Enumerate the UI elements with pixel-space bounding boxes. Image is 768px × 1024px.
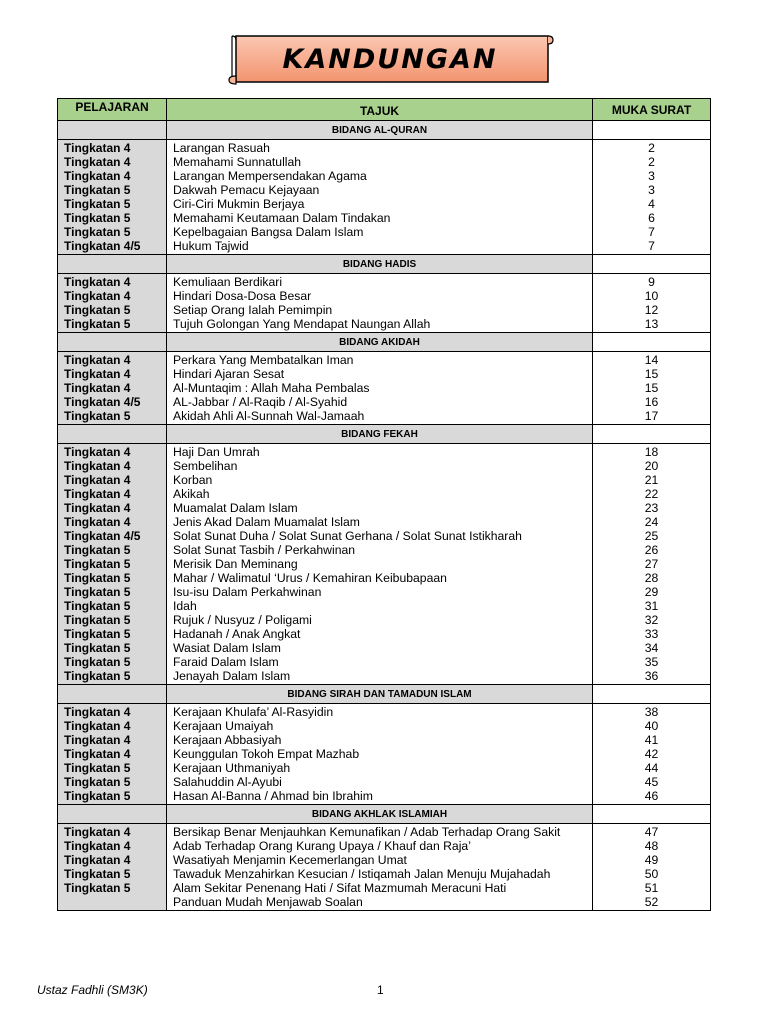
- rows-group: [167, 140, 592, 254]
- row-title: Jenis Akad Dalam Muamalat Islam: [173, 515, 360, 529]
- row-level: Tingkatan 4: [64, 141, 131, 155]
- row-title: Faraid Dalam Islam: [173, 655, 279, 669]
- section-block: [58, 425, 710, 685]
- row-page: 32: [644, 613, 659, 627]
- contents-table: [57, 98, 711, 911]
- level-column: [58, 805, 166, 910]
- row-title: Kemuliaan Berdikari: [173, 275, 283, 289]
- row-page: 9: [648, 275, 655, 289]
- row-title: Tujuh Golongan Yang Mendapat Naungan Allah: [173, 317, 431, 331]
- row-level: Tingkatan 4: [64, 733, 131, 747]
- title-column: [166, 333, 592, 424]
- rows-group: [593, 352, 710, 424]
- row-page: 10: [644, 289, 659, 303]
- row-level: Tingkatan 4: [64, 825, 131, 839]
- row-page: 36: [644, 669, 659, 683]
- row-page: 33: [644, 627, 659, 641]
- section-heading: BIDANG AKHLAK ISLAMIAH: [167, 805, 592, 824]
- row-page: 13: [644, 317, 659, 331]
- row-page: 28: [644, 571, 659, 585]
- row-level: Tingkatan 5: [64, 303, 131, 317]
- footer-page-number: 1: [377, 983, 384, 997]
- page-column: [592, 805, 710, 910]
- title-column: [166, 121, 592, 254]
- row-level: Tingkatan 5: [64, 557, 131, 571]
- header-muka-surat: MUKA SURAT: [592, 99, 710, 120]
- section-heading: BIDANG SIRAH DAN TAMADUN ISLAM: [167, 685, 592, 704]
- rows-group: [167, 274, 592, 332]
- title-column: [166, 685, 592, 804]
- page-column: [592, 333, 710, 424]
- row-page: 40: [644, 719, 659, 733]
- footer-author: Ustaz Fadhli (SM3K): [37, 983, 148, 997]
- row-title: Kerajaan Uthmaniyah: [173, 761, 291, 775]
- row-level: Tingkatan 5: [64, 789, 131, 803]
- row-level: Tingkatan 4: [64, 719, 131, 733]
- row-level: Tingkatan 4: [64, 155, 131, 169]
- row-title: Ciri-Ciri Mukmin Berjaya: [173, 197, 305, 211]
- level-column: [58, 121, 166, 254]
- row-page: 46: [644, 789, 659, 803]
- row-title: Mahar / Walimatul ‘Urus / Kemahiran Keibubapaan: [173, 571, 447, 585]
- row-level: Tingkatan 4: [64, 501, 131, 515]
- section-head-spacer: [593, 255, 710, 274]
- row-title: Hadanah / Anak Angkat: [173, 627, 301, 641]
- section-head-spacer: [58, 121, 166, 140]
- section-block: [58, 255, 710, 333]
- header-tajuk: TAJUK: [166, 99, 592, 120]
- section-head-spacer: [58, 425, 166, 444]
- row-page: 52: [644, 895, 659, 909]
- section-head-spacer: [58, 333, 166, 352]
- row-page: 45: [644, 775, 659, 789]
- row-page: 17: [644, 409, 659, 423]
- level-column: [58, 685, 166, 804]
- title-banner: [226, 32, 554, 86]
- row-title: Perkara Yang Membatalkan Iman: [173, 353, 354, 367]
- row-page: 31: [644, 599, 659, 613]
- row-page: 14: [644, 353, 659, 367]
- row-page: 44: [644, 761, 659, 775]
- row-level: Tingkatan 5: [64, 571, 131, 585]
- row-level: Tingkatan 5: [64, 761, 131, 775]
- row-level: Tingkatan 4: [64, 515, 131, 529]
- row-level: Tingkatan 4: [64, 853, 131, 867]
- section-block: [58, 333, 710, 425]
- rows-group: [58, 444, 166, 684]
- rows-group: [58, 704, 166, 804]
- row-level: Tingkatan 5: [64, 669, 131, 683]
- section-heading: BIDANG HADIS: [167, 255, 592, 274]
- page-column: [592, 121, 710, 254]
- row-level: Tingkatan 5: [64, 641, 131, 655]
- row-page: 47: [644, 825, 659, 839]
- section-head-spacer: [58, 805, 166, 824]
- row-title: Hasan Al-Banna / Ahmad bin Ibrahim: [173, 789, 373, 803]
- header-pelajaran: PELAJARAN: [58, 99, 166, 120]
- row-page: 12: [644, 303, 659, 317]
- row-level: Tingkatan 4: [64, 275, 131, 289]
- row-title: Akidah Ahli Al-Sunnah Wal-Jamaah: [173, 409, 365, 423]
- rows-group: [167, 352, 592, 424]
- row-title: Wasiat Dalam Islam: [173, 641, 281, 655]
- row-page: 22: [644, 487, 659, 501]
- row-page: 41: [644, 733, 659, 747]
- section-head-spacer: [593, 805, 710, 824]
- row-title: Alam Sekitar Penenang Hati / Sifat Mazmumah Meracuni Hati: [173, 881, 507, 895]
- row-level: Tingkatan 5: [64, 543, 131, 557]
- row-page: 48: [644, 839, 659, 853]
- section-head-spacer: [593, 333, 710, 352]
- section-head-spacer: [593, 685, 710, 704]
- row-level: Tingkatan 5: [64, 585, 131, 599]
- row-level: Tingkatan 4: [64, 445, 131, 459]
- row-title: Jenayah Dalam Islam: [173, 669, 291, 683]
- level-column: [58, 425, 166, 684]
- row-title: Idah: [173, 599, 197, 613]
- row-title: Bersikap Benar Menjauhkan Kemunafikan / Adab Terhadap Orang Sakit: [173, 825, 561, 839]
- title-column: [166, 255, 592, 332]
- row-title: Salahuddin Al-Ayubi: [173, 775, 282, 789]
- row-page: 15: [644, 381, 659, 395]
- row-page: 23: [644, 501, 659, 515]
- row-page: 49: [644, 853, 659, 867]
- row-title: Keunggulan Tokoh Empat Mazhab: [173, 747, 360, 761]
- title-column: [166, 805, 592, 910]
- level-column: [58, 255, 166, 332]
- row-level: Tingkatan 5: [64, 881, 131, 895]
- row-page: 18: [644, 445, 659, 459]
- row-level: Tingkatan 5: [64, 867, 131, 881]
- section-head-spacer: [593, 425, 710, 444]
- row-title: Hindari Ajaran Sesat: [173, 367, 285, 381]
- row-page: 16: [644, 395, 659, 409]
- row-page: 24: [644, 515, 659, 529]
- row-level: Tingkatan 5: [64, 627, 131, 641]
- page-title: KANDUNGAN: [282, 43, 498, 75]
- section-block: [58, 121, 710, 255]
- row-page: 25: [644, 529, 659, 543]
- row-level: Tingkatan 4: [64, 839, 131, 853]
- row-page: 6: [648, 211, 655, 225]
- row-page: 38: [644, 705, 659, 719]
- row-page: 7: [648, 225, 655, 239]
- row-level: Tingkatan 4: [64, 473, 131, 487]
- table-header: [58, 99, 710, 121]
- row-page: 4: [648, 197, 655, 211]
- row-title: Kerajaan Abbasiyah: [173, 733, 282, 747]
- row-page: 35: [644, 655, 659, 669]
- row-title: Solat Sunat Tasbih / Perkahwinan: [173, 543, 356, 557]
- rows-group: [593, 704, 710, 804]
- section-block: [58, 805, 710, 910]
- row-page: 7: [648, 239, 655, 253]
- row-level: [58, 895, 166, 909]
- row-title: Setiap Orang Ialah Pemimpin: [173, 303, 333, 317]
- rows-group: [58, 274, 166, 332]
- row-title: Larangan Rasuah: [173, 141, 270, 155]
- row-title: Muamalat Dalam Islam: [173, 501, 298, 515]
- row-page: 51: [644, 881, 659, 895]
- row-level: Tingkatan 4: [64, 487, 131, 501]
- row-page: 50: [644, 867, 659, 881]
- row-title: Haji Dan Umrah: [173, 445, 260, 459]
- row-page: 21: [644, 473, 659, 487]
- rows-group: [593, 140, 710, 254]
- rows-group: [167, 444, 592, 684]
- section-block: [58, 685, 710, 805]
- rows-group: [58, 140, 166, 254]
- row-level: Tingkatan 5: [64, 613, 131, 627]
- row-page: 26: [644, 543, 659, 557]
- row-level: Tingkatan 4: [64, 381, 131, 395]
- row-title: Kerajaan Khulafa’ Al-Rasyidin: [173, 705, 334, 719]
- title-column: [166, 425, 592, 684]
- row-page: 2: [648, 155, 655, 169]
- row-level: Tingkatan 4: [64, 747, 131, 761]
- page-column: [592, 425, 710, 684]
- row-title: Akikah: [173, 487, 210, 501]
- row-title: Rujuk / Nusyuz / Poligami: [173, 613, 312, 627]
- row-level: Tingkatan 4: [64, 353, 131, 367]
- row-level: Tingkatan 4: [64, 705, 131, 719]
- row-title: Memahami Sunnatullah: [173, 155, 302, 169]
- section-heading: BIDANG FEKAH: [167, 425, 592, 444]
- row-level: Tingkatan 5: [64, 197, 131, 211]
- row-level: Tingkatan 4: [64, 367, 131, 381]
- row-title: Solat Sunat Duha / Solat Sunat Gerhana / Solat Sunat Istikharah: [173, 529, 522, 543]
- row-title: Hukum Tajwid: [173, 239, 249, 253]
- table-body: [58, 121, 710, 910]
- rows-group: [593, 824, 710, 910]
- row-title: Larangan Mempersendakan Agama: [173, 169, 367, 183]
- rows-group: [58, 824, 166, 910]
- row-level: Tingkatan 4: [64, 459, 131, 473]
- row-page: 29: [644, 585, 659, 599]
- row-title: Merisik Dan Meminang: [173, 557, 298, 571]
- section-head-spacer: [593, 121, 710, 140]
- row-level: Tingkatan 4/5: [64, 239, 141, 253]
- row-level: Tingkatan 5: [64, 599, 131, 613]
- row-title: Memahami Keutamaan Dalam Tindakan: [173, 211, 391, 225]
- row-title: Hindari Dosa-Dosa Besar: [173, 289, 312, 303]
- row-level: Tingkatan 5: [64, 183, 131, 197]
- row-level: Tingkatan 4: [64, 169, 131, 183]
- row-title: Al-Muntaqim : Allah Maha Pembalas: [173, 381, 370, 395]
- row-level: Tingkatan 5: [64, 775, 131, 789]
- row-title: Kepelbagaian Bangsa Dalam Islam: [173, 225, 364, 239]
- row-level: Tingkatan 4/5: [64, 529, 141, 543]
- row-title: Tawaduk Menzahirkan Kesucian / Istiqamah Jalan Menuju Mujahadah: [173, 867, 551, 881]
- level-column: [58, 333, 166, 424]
- row-title: Korban: [173, 473, 213, 487]
- row-page: 3: [648, 169, 655, 183]
- row-page: 42: [644, 747, 659, 761]
- row-level: Tingkatan 5: [64, 409, 131, 423]
- row-title: Sembelihan: [173, 459, 238, 473]
- row-page: 2: [648, 141, 655, 155]
- row-page: 20: [644, 459, 659, 473]
- row-title: Kerajaan Umaiyah: [173, 719, 274, 733]
- rows-group: [593, 444, 710, 684]
- row-page: 34: [644, 641, 659, 655]
- row-level: Tingkatan 5: [64, 225, 131, 239]
- page-column: [592, 685, 710, 804]
- row-level: Tingkatan 5: [64, 317, 131, 331]
- row-level: Tingkatan 5: [64, 655, 131, 669]
- section-heading: BIDANG AKIDAH: [167, 333, 592, 352]
- section-head-spacer: [58, 685, 166, 704]
- rows-group: [167, 704, 592, 804]
- section-heading: BIDANG AL-QURAN: [167, 121, 592, 140]
- row-title: AL-Jabbar / Al-Raqib / Al-Syahid: [173, 395, 348, 409]
- row-page: 27: [644, 557, 659, 571]
- section-head-spacer: [58, 255, 166, 274]
- rows-group: [167, 824, 592, 910]
- row-title: Wasatiyah Menjamin Kecemerlangan Umat: [173, 853, 407, 867]
- row-page: 15: [644, 367, 659, 381]
- row-level: Tingkatan 5: [64, 211, 131, 225]
- rows-group: [593, 274, 710, 332]
- page-column: [592, 255, 710, 332]
- row-title: Adab Terhadap Orang Kurang Upaya / Khauf dan Raja’: [173, 839, 471, 853]
- row-title: Panduan Mudah Menjawab Soalan: [173, 895, 363, 909]
- rows-group: [58, 352, 166, 424]
- row-page: 3: [648, 183, 655, 197]
- row-title: Isu-isu Dalam Perkahwinan: [173, 585, 322, 599]
- row-level: Tingkatan 4/5: [64, 395, 141, 409]
- row-level: Tingkatan 4: [64, 289, 131, 303]
- row-title: Dakwah Pemacu Kejayaan: [173, 183, 320, 197]
